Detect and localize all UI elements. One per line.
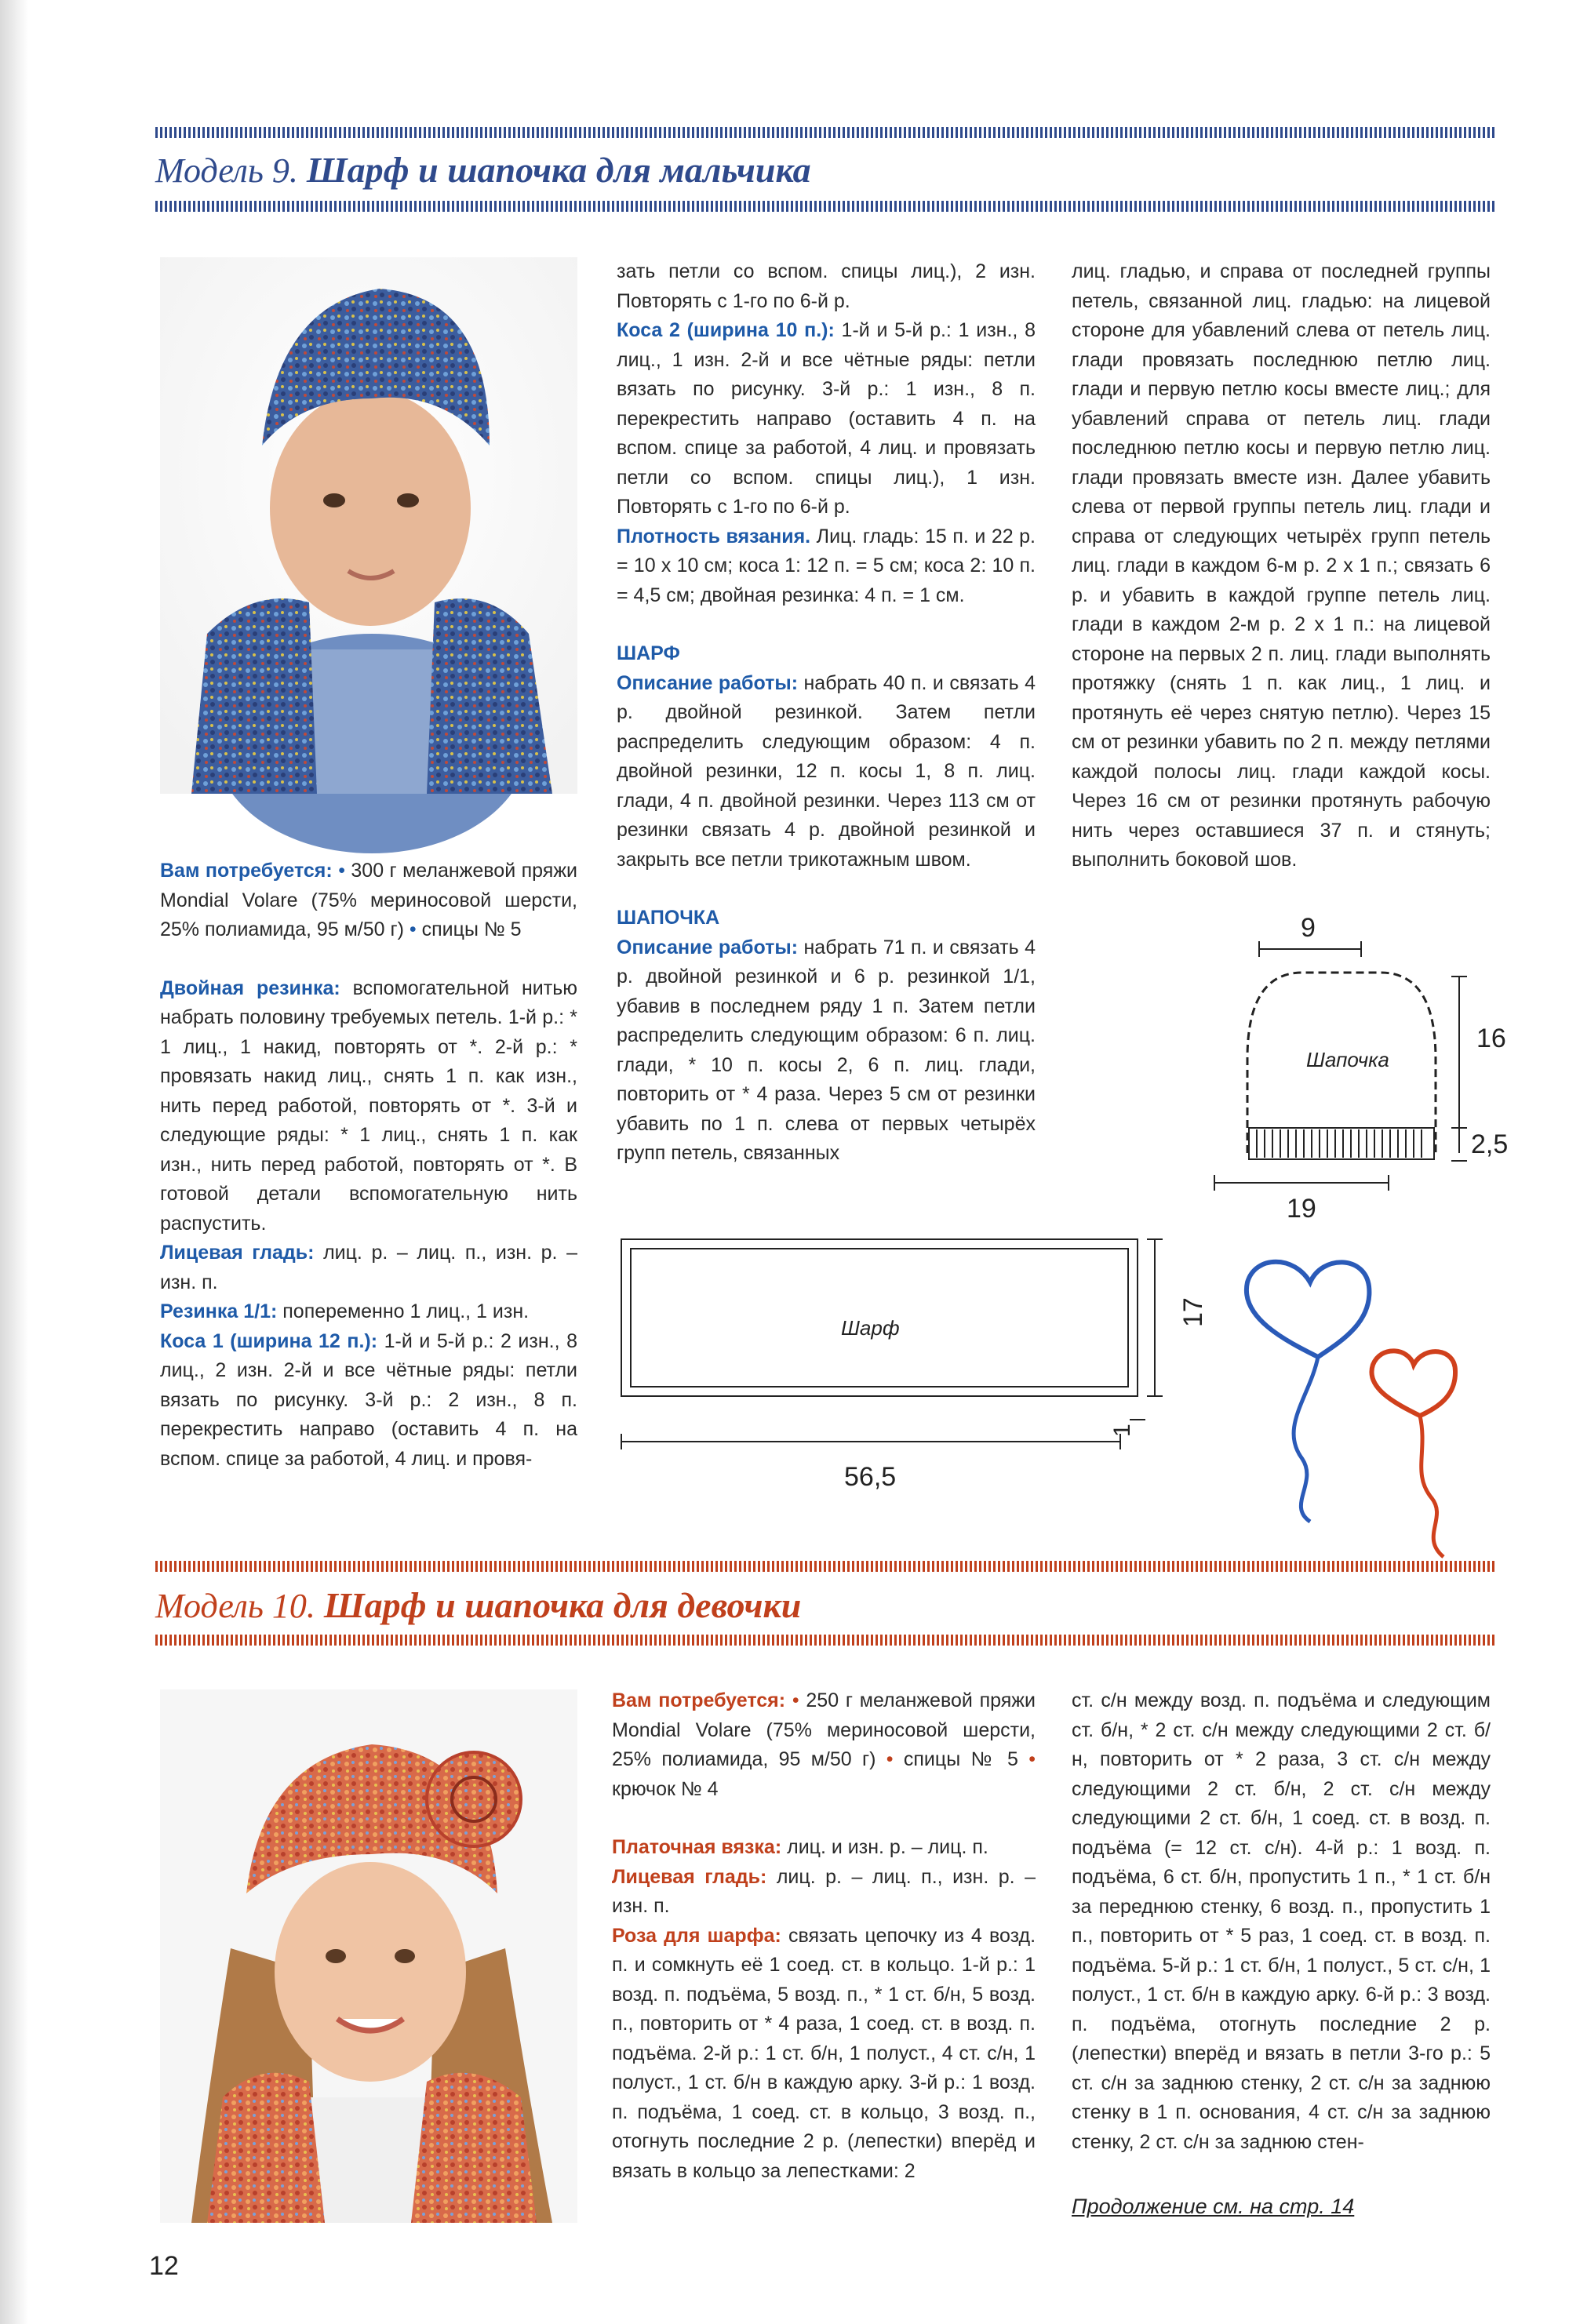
garter-text: лиц. и изн. р. – лиц. п. (787, 1836, 988, 1858)
hat-heading: ШАПОЧКА (617, 907, 720, 929)
rose-paragraph (612, 1922, 1036, 2187)
header-rule-top-m10 (155, 1561, 1495, 1572)
model10-column-3 (1072, 1686, 1491, 2157)
cable2-paragraph (617, 316, 1036, 522)
hat-rib-lines (1257, 1129, 1422, 1158)
header-rule-bottom-m9 (155, 201, 1495, 212)
model10-name: Шарф и шапочка для девочки (323, 1585, 802, 1625)
boy-photo (160, 257, 577, 794)
model9-title (155, 149, 811, 191)
cable2-text: 1-й и 5-й р.: 1 изн., 8 лиц., 1 изн. 2-й и все чётные ряды: петли вязать по рисунку. 3-й р.: 1 изн., 8 п. перекрестить направо (оставить 4 п. на вспом. спице за работой, 4 лиц. и провязать петли со вспом. спицы лиц.), 1 изн. Повторять с 1-го по 6-й р. (617, 319, 1036, 518)
stockinette-label: Лицевая гладь: (160, 1242, 315, 1264)
hat-rib-dim: 2,5 (1471, 1129, 1509, 1159)
blue-heart-icon (1247, 1262, 1370, 1357)
model9-number: Модель 9. (155, 151, 298, 190)
hat-top-dim: 9 (1301, 913, 1316, 943)
gauge-paragraph (617, 522, 1036, 611)
header-rule-top-m9 (155, 127, 1495, 138)
rib11-label: Резинка 1/1: (160, 1300, 278, 1322)
rose-text: связать цепочку из 4 возд. п. и сомкнуть её 1 соед. ст. в кольцо. 1-й р.: 1 возд. п. подъёма, 5 возд. п., * 1 ст. б/н, 5 возд. п., повторить от * 4 раза, 1 соед. ст. в возд. п. подъёма. 2-й р.: 1 ст. б/н, 1 полуст., 4 ст. с/н, 1 полуст., 1 ст. б/н в каждую арку. 3-й р.: 1 возд. п. подъёма, 1 соед. ст. в кольцо, 3 возд. п., отогнуть последние 2 р. (лепестки) вперёд и вязать в кольцо за лепестками: 2 (612, 1924, 1036, 2182)
model10-title (155, 1584, 801, 1626)
materials-text-m10: 250 г меланжевой пряжи Mondial Volare (75% мериносовой шерсти, 25% полиамида, 95 м/50 г) (612, 1689, 1036, 1770)
hat-width-dim: 19 (1287, 1194, 1316, 1224)
materials-text: 300 г меланжевой пряжи Mondial Volare (75% мериносовой шерсти, 25% полиамида, 95 м/50 г) (160, 860, 578, 940)
red-heart-icon (1371, 1351, 1455, 1416)
double-rib-label: Двойная резинка: (160, 977, 340, 999)
hat-continuation-text: лиц. гладью, и справа от последней группы петель, связанной лиц. гладью: на лицевой стороне для убавлений слева от петель лиц. глади провязать последнюю петлю лиц. глади и первую петлю косы вместе лиц.; для убавлений справа от петель лиц. глади последнюю петлю косы и первую петлю лиц. глади провязать вместе изн. Далее убавить слева от первой группы петель лиц. глади и справа от следующих четырёх групп петель лиц. глади в каждом 6-м р. 2 х 1 п.; связать 6 р. и убавить в каждой группе петель лиц. глади в каждом 2-м р. 2 х 1 п.: на лицевой стороне на первых 2 п. лиц. глади выполнять протяжку (снять 1 п. как лиц., 1 лиц. и протянуть её через снятую петлю). Через 15 см от резинки убавить по 2 п. между петлями каждой полосы лиц. глади каждой косы. Через 16 см от резинки протянуть рабочую нить через оставшиеся 37 п. и стянуть; выполнить боковой шов. (1072, 260, 1491, 871)
scarf-edge-dim: 1 (1109, 1424, 1135, 1437)
gauge-text: Лиц. гладь: 15 п. и 22 р. = 10 х 10 см; коса 1: 12 п. = 5 см; коса 2: 10 п. = 4,5 см; двойная резинка: 4 п. = 1 см. (617, 525, 1036, 606)
cable1-text: 1-й и 5-й р.: 2 изн., 8 лиц., 2 изн. 2-й и все чётные ряды: петли вязать по рисунку. 3-й р.: 2 изн., 8 п. перекрестить направо (оставить 4 п. на вспом. спице за работой, 4 лиц. и провя- (160, 1329, 577, 1470)
hat-paragraph (617, 933, 1036, 1169)
needles-text: спицы № 5 (421, 918, 522, 940)
girl-photo (160, 1689, 577, 2223)
hook-text-m10: крючок № 4 (612, 1777, 719, 1800)
bullet-icon: • (792, 1689, 799, 1711)
rose-continuation-text: ст. с/н между возд. п. подъёма и следующим ст. б/н, * 2 ст. с/н между следующими 2 ст. б/н, повторить от * 2 раза, 3 ст. с/н между следующими 2 ст. б/н, 2 ст. с/н между следующими 2 ст. б/н, 1 соед. ст. в возд. п. подъёма (= 12 ст. с/н). 4-й р.: 1 возд. п. подъёма, 6 ст. б/н, пропустить 1 п., * 1 ст. б/н за переднюю стенку, 6 возд. п., пропустить 1 п., повторить от * 5 раз, 1 соед. ст. в возд. п. подъёма. 5-й р.: 1 ст. б/н, 1 полуст., 5 ст. с/н, 1 полуст., 1 ст. б/н в каждую арку. 6-й р.: 3 возд. п. подъёма, отогнуть последние 2 р. (лепестки) вперёд и вязать в петли 3-го р.: 5 ст. с/н за заднюю стенку, 2 ст. с/н за заднюю стенку в 1 п. основания, 4 ст. с/н за заднюю стенку, 2 ст. с/н за заднюю стен- (1072, 1689, 1491, 2153)
bullet-icon: • (338, 860, 345, 882)
bullet-icon: • (409, 918, 417, 940)
cable1-label: Коса 1 (ширина 12 п.): (160, 1329, 378, 1352)
stockinette-text-m10: лиц. р. – лиц. п., изн. р. – изн. п. (612, 1865, 1036, 1917)
materials-label: Вам потребуется: (160, 860, 333, 882)
needles-text-m10: спицы № 5 (903, 1748, 1018, 1770)
scarf-diagram (612, 1231, 1208, 1498)
stockinette-label-m10: Лицевая гладь: (612, 1865, 767, 1888)
hat-diagram (1200, 902, 1514, 1231)
materials-paragraph-m10 (612, 1686, 1036, 1804)
model10-number: Модель 10. (155, 1587, 315, 1625)
hat-work-label: Описание работы: (617, 936, 799, 958)
page-number: 12 (149, 2251, 179, 2281)
hat-work-text: набрать 71 п. и связать 4 р. двойной резинкой и 6 р. резинкой 1/1, убавив в последнем ряду 1 п. Затем петли распределить следующим образом: 6 п. лиц. глади, * 10 п. косы 2, 6 п. лиц. глади, повторить от * 4 раза. Через 5 см от резинки убавить по 1 п. слева от первых четырёх групп петель, связанных (617, 936, 1036, 1164)
stockinette-paragraph-m10 (612, 1863, 1036, 1922)
rose-label: Роза для шарфа: (612, 1924, 781, 1947)
model9-name: Шарф и шапочка для мальчика (306, 150, 811, 190)
scarf-work-text: набрать 40 п. и связать 4 р. двойной резинкой. Затем петли распределить следующим образом: 4 п. двойной резинки, 12 п. косы 1, 8 п. лиц. глади, 4 п. двойной резинки. Через 113 см от резинки связать 4 р. двойной резинкой и закрыть все петли трикотажным швом. (617, 671, 1036, 871)
rib11-text: попеременно 1 лиц., 1 изн. (282, 1300, 530, 1322)
bullet-icon: • (1028, 1748, 1036, 1770)
hat-diagram-label: Шапочка (1306, 1048, 1389, 1071)
bullet-icon: • (886, 1748, 894, 1770)
heart-balloons-decoration (1232, 1247, 1498, 1561)
double-rib-text: вспомогательной нитью набрать половину требуемых петель. 1-й р.: * 1 лиц., 1 накид, повторять от *. 2-й р.: * провязать накид лиц., снять 1 п. как изн., нить перед работой, повторять от *. 3-й и следующие ряды: * 1 лиц., снять 1 п. как изн., нить перед работой, повторять от *. В готовой детали вспомогательную нить распустить. (160, 977, 577, 1235)
materials-label-m10: Вам потребуется: (612, 1689, 786, 1711)
hat-height-dim: 16 (1476, 1024, 1506, 1053)
model9-column-2 (617, 257, 1036, 1169)
rib11-paragraph (160, 1297, 577, 1327)
model10-column-2 (612, 1686, 1036, 2186)
stockinette-paragraph (160, 1238, 577, 1297)
scarf-length-dim: 56,5 (844, 1462, 897, 1492)
scarf-width-dim: 17 (1178, 1297, 1208, 1327)
scarf-diagram-label: Шарф (841, 1316, 900, 1340)
header-rule-bottom-m10 (155, 1635, 1495, 1646)
model9-column-1 (160, 856, 577, 1474)
page-gutter-shadow (0, 0, 28, 2324)
cable1-paragraph (160, 1327, 577, 1475)
scarf-work-label: Описание работы: (617, 671, 799, 694)
garter-label: Платочная вязка: (612, 1836, 782, 1858)
stockinette-text: лиц. р. – лиц. п., изн. р. – изн. п. (160, 1242, 578, 1293)
cable2-label: Коса 2 (ширина 10 п.): (617, 319, 835, 341)
cable-cont-text: зать петли со вспом. спицы лиц.), 2 изн. Повторять с 1-го по 6-й р. (617, 260, 1036, 312)
scarf-heading: ШАРФ (617, 642, 680, 664)
continuation-note[interactable]: Продолжение см. на стр. 14 (1072, 2195, 1355, 2218)
model9-column-3 (1072, 257, 1491, 875)
double-rib-paragraph (160, 974, 577, 1239)
gauge-label: Плотность вязания. (617, 525, 811, 547)
scarf-paragraph (617, 669, 1036, 875)
materials-paragraph (160, 856, 577, 945)
garter-paragraph (612, 1833, 1036, 1863)
